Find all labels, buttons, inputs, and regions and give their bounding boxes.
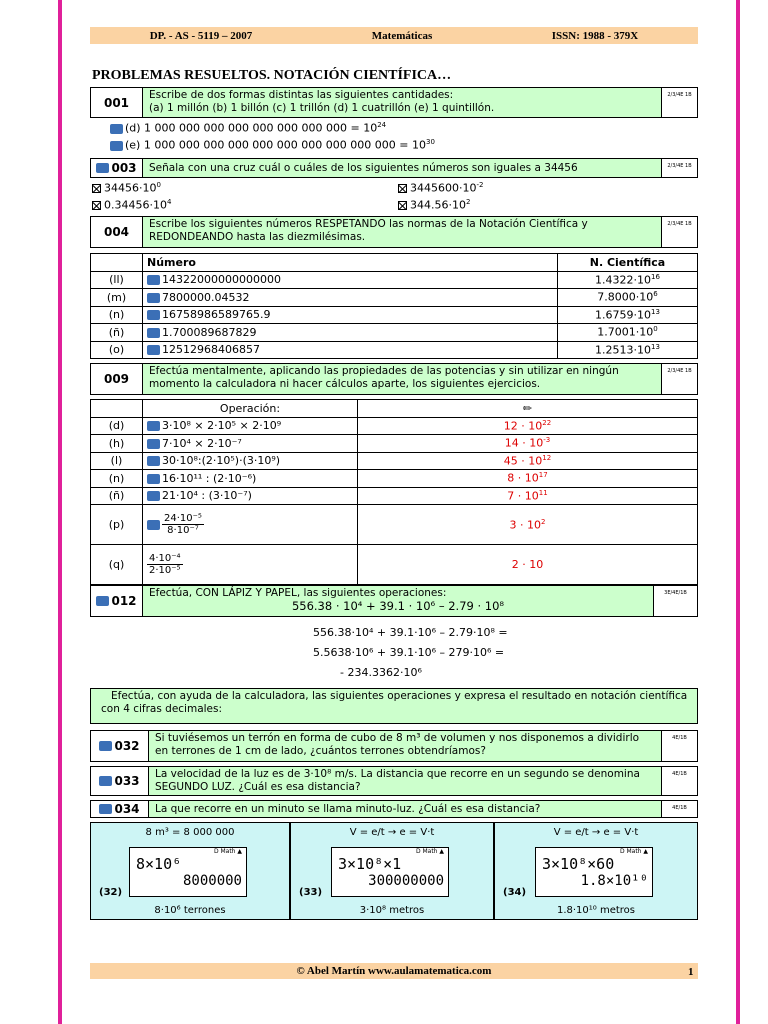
panel-bottom-text: 3·10⁸ metros [359, 905, 425, 916]
number-cell: 1.700089687829 [143, 324, 558, 342]
table-row [91, 435, 698, 453]
result-cell: $3 \cdot 10^2$ [358, 505, 698, 545]
problem-032 [90, 730, 698, 762]
problem-number: 004 [91, 217, 143, 247]
table-004 [90, 253, 698, 359]
calculator-icon [147, 520, 160, 530]
calculator-icon [147, 421, 160, 431]
problem-text: Efectúa mentalmente, aplicando las propiedades de las potencias y sin utilizar en ningún momento la calculadora ni hacer cálculos aparte, los siguientes ejercicios. [149, 365, 619, 390]
header-right: ISSN: 1988 - 379X [551, 29, 639, 42]
checkbox-checked-icon [92, 184, 101, 193]
level-badge: 2/3/4E 1B [661, 159, 697, 177]
column-header: Número [143, 254, 558, 272]
screen-flags: D Math ▲ [213, 848, 242, 855]
fraction: $\frac{\text{24·10⁻⁵}}{\text{8·10⁻⁷}}$ [164, 513, 202, 536]
table-009 [90, 399, 698, 585]
answer-d: (d) 1 000 000 000 000 000 000 000 $000 = 10^{24}$ [110, 121, 386, 135]
problem-text: Señala con una cruz cuál o cuáles de los siguientes números son iguales a 34456 [149, 162, 578, 174]
problem-number: 003 [91, 159, 143, 177]
scientific-cell: $1.2513\cdot 10^{13}$ [558, 341, 698, 359]
operation-cell: 16·10¹¹ : (2·10⁻⁶) [143, 470, 358, 488]
problem-033 [90, 766, 698, 796]
step-2: 5.5638·10⁶ + 39.1·10⁶ – 279·10⁶ = [313, 646, 505, 659]
calculator-panel [290, 822, 494, 920]
screen-result: 8000000 [182, 873, 242, 889]
row-label: (h) [91, 435, 143, 453]
result-cell: $45 \cdot 10^{12}$ [358, 452, 698, 470]
problem-text: La que recorre en un minuto se llama minuto-luz. ¿Cuál es esa distancia? [155, 803, 541, 815]
operation-cell [143, 545, 358, 585]
calculator-icon [147, 439, 160, 449]
table-row [91, 417, 698, 435]
row-label: (d) [91, 417, 143, 435]
problem-034 [90, 800, 698, 818]
problem-number: 034 [91, 801, 149, 817]
operation-cell: 21·10⁴ : (3·10⁻⁷) [143, 487, 358, 505]
table-row [91, 324, 698, 342]
screen-expression: 8×10⁶ [136, 855, 182, 873]
option-1[interactable]: $34456\cdot 10^0$ [92, 181, 161, 195]
page-number: 1 [688, 966, 694, 978]
result-cell: $14 \cdot 10^{-3}$ [358, 435, 698, 453]
calculator-icon [147, 310, 160, 320]
calculator-screen [129, 847, 247, 897]
table-row [91, 487, 698, 505]
screen-result: 300000000 [368, 873, 444, 889]
result-cell: $8 \cdot 10^{17}$ [358, 470, 698, 488]
calculator-icon [147, 491, 160, 501]
calculator-panel [494, 822, 698, 920]
problem-text [143, 88, 661, 117]
number-cell: 12512968406857 [143, 341, 558, 359]
option-2[interactable]: $3445600\cdot 10^{-2}$ [398, 181, 483, 195]
table-row [91, 470, 698, 488]
calculator-icon [99, 741, 112, 751]
scientific-cell: $1.4322\cdot 10^{16}$ [558, 271, 698, 289]
checkbox-checked-icon [398, 201, 407, 210]
calculator-screen [331, 847, 449, 897]
table-row [91, 289, 698, 307]
intro-box [90, 688, 698, 724]
panel-top-text: 8 m³ = 8 000 000 [145, 827, 235, 838]
fraction: $\frac{\text{4·10⁻⁴}}{\text{2·10⁻⁵}}$ [149, 553, 181, 576]
row-label: (ñ) [91, 324, 143, 342]
problem-001 [90, 87, 698, 118]
option-4[interactable]: $344.56\cdot 10^2$ [398, 198, 470, 212]
row-label: (ll) [91, 271, 143, 289]
row-label: (o) [91, 341, 143, 359]
result-cell: 2 · 10 [358, 545, 698, 585]
scientific-cell: $7.8000\cdot 10^6$ [558, 289, 698, 307]
column-header: Operación: [143, 400, 358, 418]
pencil-icon: ✏ [358, 400, 698, 418]
level-badge: 2/3/4E 1B [661, 217, 697, 247]
level-badge: 4E/1B [661, 801, 697, 817]
intro-text: Efectúa, con ayuda de la calculadora, las siguientes operaciones y expresa el resultado en notación científica con 4 cifras decimales: [101, 690, 688, 715]
level-badge: 2/3/4E 1B [661, 364, 697, 394]
column-header: N. Científica [558, 254, 698, 272]
problem-text-line2: (a) 1 millón (b) 1 billón (c) 1 trillón (d) 1 cuatrillón (e) 1 quintillón. [149, 102, 495, 114]
screen-flags: D Math ▲ [619, 848, 648, 855]
problem-text-line1: Escribe de dos formas distintas las siguientes cantidades: [149, 89, 454, 101]
panel-top-text: V = e/t → e = V·t [349, 827, 435, 838]
screen-expression: 3×10⁸×1 [338, 855, 402, 873]
panel-bottom-text: 1.8·10¹⁰ metros [556, 905, 636, 916]
level-badge: 3E/4E/1B [653, 586, 697, 616]
level-badge: 4E/1B [661, 767, 697, 795]
screen-result: 1.8×10¹⁰ [580, 873, 648, 889]
table-row [91, 271, 698, 289]
step-3: - 234.3362·10⁶ [340, 666, 422, 679]
panel-bottom-text: 8·10⁶ terrones [154, 905, 226, 916]
problem-text: Si tuviésemos un terrón en forma de cubo de 8 m³ de volumen y nos disponemos a dividirlo en terrones de 1 cm de lado, ¿cuántos terrones obtendríamos? [155, 732, 640, 757]
calculator-icon [96, 163, 109, 173]
row-label: (n) [91, 470, 143, 488]
problem-number: 033 [91, 767, 149, 795]
header-left: DP. - AS - 5119 – 2007 [149, 29, 253, 42]
number-cell: 7800000.04532 [143, 289, 558, 307]
table-row [91, 452, 698, 470]
result-cell: $7 \cdot 10^{11}$ [358, 487, 698, 505]
row-label: (l) [91, 452, 143, 470]
problem-number: 001 [91, 88, 143, 117]
operation-cell [143, 505, 358, 545]
problem-number: 012 [91, 586, 143, 616]
page-title: PROBLEMAS RESUELTOS. NOTACIÓN CIENTÍFICA… [92, 68, 452, 83]
calculator-icon [99, 804, 112, 814]
option-3[interactable]: $0.34456\cdot 10^4$ [92, 198, 171, 212]
operation-cell: 30·10⁸:(2·10⁵)·(3·10⁹) [143, 452, 358, 470]
scientific-cell: $1.7001\cdot 10^0$ [558, 324, 698, 342]
calculator-panel [90, 822, 290, 920]
level-badge: 4E/1B [661, 731, 697, 761]
calculator-icon [99, 776, 112, 786]
header-center: Matemáticas [371, 29, 433, 42]
calculator-screen [535, 847, 653, 897]
margin-line-right [736, 0, 740, 1024]
operation-cell: 7·10⁴ × 2·10⁻⁷ [143, 435, 358, 453]
calculator-icon [147, 456, 160, 466]
calculator-icon [147, 293, 160, 303]
panel-label: (33) [299, 887, 323, 898]
calculator-icon [147, 345, 160, 355]
scientific-cell: $1.6759\cdot 10^{13}$ [558, 306, 698, 324]
panel-label: (34) [503, 887, 527, 898]
problem-003 [90, 158, 698, 178]
panel-label: (32) [99, 887, 123, 898]
problem-text: La velocidad de la luz es de 3·10⁸ m/s. La distancia que recorre en un segundo se denomina SEGUNDO LUZ. ¿Cuál es esa distancia? [155, 768, 640, 793]
problem-text: Efectúa, CON LÁPIZ Y PAPEL, las siguientes operaciones: 556.38 · 10⁴ + 39.1 · 10⁶ – 2.79 · 10⁸ [149, 587, 505, 613]
number-cell: 16758986589765.9 [143, 306, 558, 324]
calculator-icon [147, 474, 160, 484]
page-footer: © Abel Martín www.aulamatematica.com [90, 963, 698, 979]
problem-009 [90, 363, 698, 395]
row-label: (n) [91, 306, 143, 324]
level-badge: 2/3/4E 1B [661, 88, 697, 117]
row-label: (p) [91, 505, 143, 545]
calculator-icon [110, 124, 123, 134]
calculator-icon [96, 596, 109, 606]
calculator-icon [110, 141, 123, 151]
number-cell: 14322000000000000 [143, 271, 558, 289]
table-row [91, 306, 698, 324]
page-header [90, 27, 698, 44]
problem-number: 009 [91, 364, 143, 394]
step-1: 556.38·10⁴ + 39.1·10⁶ – 2.79·10⁸ = [313, 626, 508, 639]
screen-flags: D Math ▲ [415, 848, 444, 855]
problem-text: Escribe los siguientes números RESPETANDO las normas de la Notación Científica y REDONDEANDO hasta las diezmilésimas. [149, 218, 588, 243]
problem-004 [90, 216, 698, 248]
result-cell: $12 \cdot 10^{22}$ [358, 417, 698, 435]
answer-e: (e) 1 000 000 000 000 000 000 000 000 000 $000 = 10^{30}$ [110, 138, 435, 152]
row-label: (q) [91, 545, 143, 585]
checkbox-checked-icon [398, 184, 407, 193]
screen-expression: 3×10⁸×60 [542, 855, 615, 873]
checkbox-checked-icon [92, 201, 101, 210]
problem-012 [90, 585, 698, 617]
calculator-icon [147, 275, 160, 285]
panel-top-text: V = e/t → e = V·t [553, 827, 639, 838]
table-row [91, 341, 698, 359]
operation-cell: 3·10⁸ × 2·10⁵ × 2·10⁹ [143, 417, 358, 435]
row-label: (ñ) [91, 487, 143, 505]
problem-number: 032 [91, 731, 149, 761]
row-label: (m) [91, 289, 143, 307]
margin-line-left [58, 0, 62, 1024]
calculator-icon [147, 328, 160, 338]
